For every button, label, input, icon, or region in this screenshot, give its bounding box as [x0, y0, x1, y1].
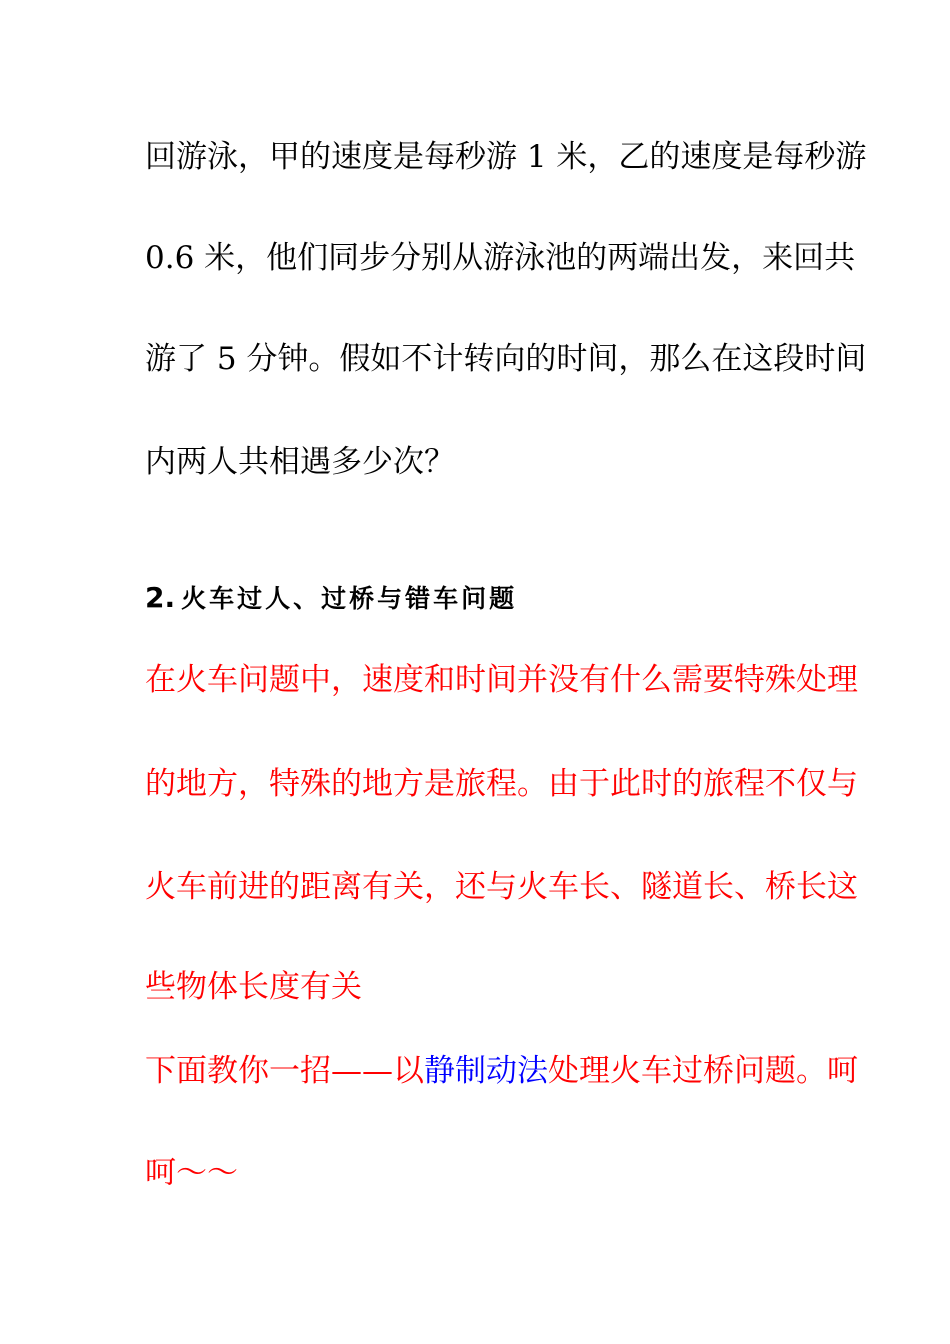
paragraph-line: 游了 5 分钟。假如不计转向的时间，那么在这段时间 — [145, 341, 867, 377]
tip-line-2: 呵～～ — [145, 1155, 238, 1191]
paragraph-line: 内两人共相遇多少次？ — [145, 444, 455, 480]
emphasis-line: 的地方，特殊的地方是旅程。由于此时的旅程不仅与 — [145, 766, 858, 802]
emphasis-line: 在火车问题中，速度和时间并没有什么需要特殊处理 — [145, 662, 858, 698]
tip-suffix: 处理火车过桥问题。呵 — [548, 1053, 858, 1089]
section-title: 火车过人、过桥与错车问题 — [181, 584, 518, 613]
emphasis-line: 些物体长度有关 — [145, 969, 362, 1005]
section-heading — [145, 580, 517, 617]
section-number: 2. — [145, 581, 176, 614]
tip-line — [145, 1051, 858, 1091]
tip-prefix: 下面教你一招——以 — [145, 1053, 424, 1089]
paragraph-line: 0.6 米，他们同步分别从游泳池的两端出发，来回共 — [145, 240, 856, 276]
method-highlight: 静制动法 — [424, 1053, 548, 1089]
paragraph-line: 回游泳，甲的速度是每秒游 1 米，乙的速度是每秒游 — [145, 139, 867, 175]
emphasis-line: 火车前进的距离有关，还与火车长、隧道长、桥长这 — [145, 869, 858, 905]
